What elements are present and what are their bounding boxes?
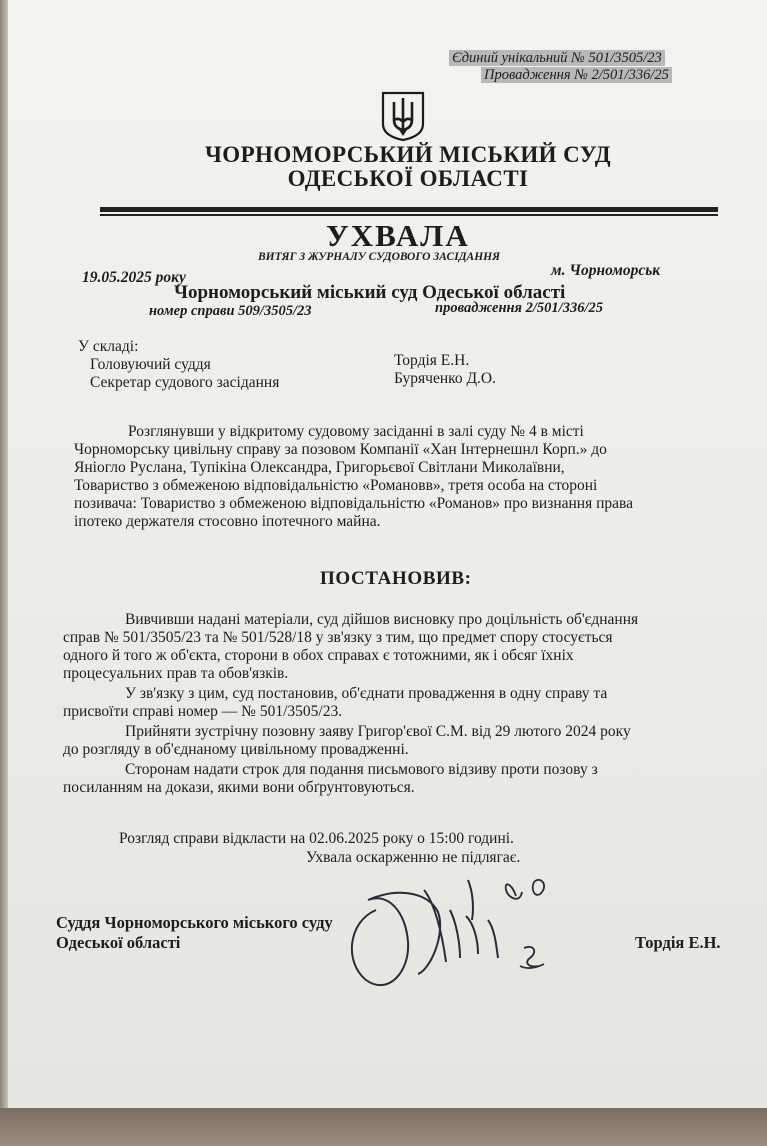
resolution-line: Прийняти зустрічну позовну заяву Григор'євої С.М. від 29 лютого 2024 року [125, 723, 631, 740]
intro-line: позивача: Товариство з обмеженою відповідальністю «Романов» про визнання права [74, 495, 634, 512]
document-subtitle: ВИТЯГ З ЖУРНАЛУ СУДОВОГО ЗАСІДАННЯ [258, 251, 501, 263]
resolution-body [63, 611, 733, 797]
resolution-line: Сторонам надати строк для подання письмового відзиву проти позову з [125, 761, 598, 778]
resolution-line: У зв'язку з цим, суд постановив, об'єднати провадження в одну справу та [125, 685, 608, 702]
proceeding-number: Провадження № 2/501/336/25 [481, 67, 672, 84]
page-edge-shadow [0, 0, 8, 1108]
resolution-line: справ № 501/3505/23 та № 501/528/18 у зв'язку з тим, що предмет спору стосується [63, 629, 613, 646]
composition-name-2: Буряченко Д.О. [394, 370, 496, 387]
resolution-heading: ПОСТАНОВИВ: [320, 568, 472, 589]
court-title-line1: ЧОРНОМОРСЬКИЙ МІСЬКИЙ СУД [205, 142, 611, 167]
signature-title-line2: Одеської області [56, 933, 181, 952]
trident-icon [379, 90, 427, 142]
resolution-line: одного й того ж об'єкта, сторони в обох справах є тотожними, як і обсяг їхніх [63, 647, 574, 664]
intro-line: іпотеко держателя стосовно іпотечного майна. [74, 513, 381, 530]
document-city: м. Чорноморськ [551, 262, 661, 279]
desk-surface [0, 1108, 767, 1146]
resolution-line: посиланням на докази, якими вони обґрунтовуються. [63, 779, 415, 796]
judge-name: Тордія Е.Н. [635, 933, 721, 952]
handwritten-signature [338, 862, 588, 1002]
postpone-line: Розгляд справи відкласти на 02.06.2025 року о 15:00 годині. [119, 830, 514, 847]
case-number: номер справи 509/3505/23 [149, 303, 312, 319]
composition-heading: У складі: [78, 338, 139, 355]
resolution-line: Вивчивши надані матеріали, суд дійшов висновку про доцільність об'єднання [125, 611, 639, 628]
court-title-line2: ОДЕСЬКОЇ ОБЛАСТІ [287, 166, 529, 191]
court-name: Чорноморський міський суд Одеської області [174, 282, 566, 303]
unique-number: Єдиний унікальний № 501/3505/23 [449, 50, 665, 67]
resolution-line: присвоїти справі номер — № 501/3505/23. [63, 703, 343, 720]
intro-paragraph [74, 423, 738, 531]
proceeding-line: провадження 2/501/336/25 [435, 300, 603, 316]
resolution-line: до розгляду в об'єднаному цивільному провадженні. [63, 741, 409, 758]
composition-role-1: Головуючий суддя [90, 356, 211, 373]
intro-line: Розглянувши у відкритому судовому засіданні в залі суду № 4 в місті [128, 423, 584, 440]
composition-role-2: Секретар судового засідання [90, 374, 280, 391]
intro-line: Чорноморську цивільну справу за позовом Компанії «Хан Інтернешнл Корп.» до [74, 441, 607, 458]
signature-title-line1: Суддя Чорноморського міського суду [56, 913, 333, 932]
intro-line: Товариство з обмеженою відповідальністю «Романовв», третя особа на стороні [74, 477, 598, 494]
no-appeal-line: Ухвала оскарженню не підлягає. [306, 849, 521, 866]
header-divider-thin [100, 214, 718, 216]
document-title: УХВАЛА [326, 218, 470, 253]
header-divider-thick [100, 207, 718, 212]
composition-name-1: Тордія Е.Н. [394, 352, 470, 369]
intro-line: Яніогло Руслана, Тупікіна Олександра, Григорьєвої Світлани Миколаївни, [74, 459, 565, 476]
document-sheet [8, 0, 767, 1108]
resolution-line: процесуальних прав та обов'язків. [63, 665, 289, 682]
document-date: 19.05.2025 року [82, 269, 186, 286]
